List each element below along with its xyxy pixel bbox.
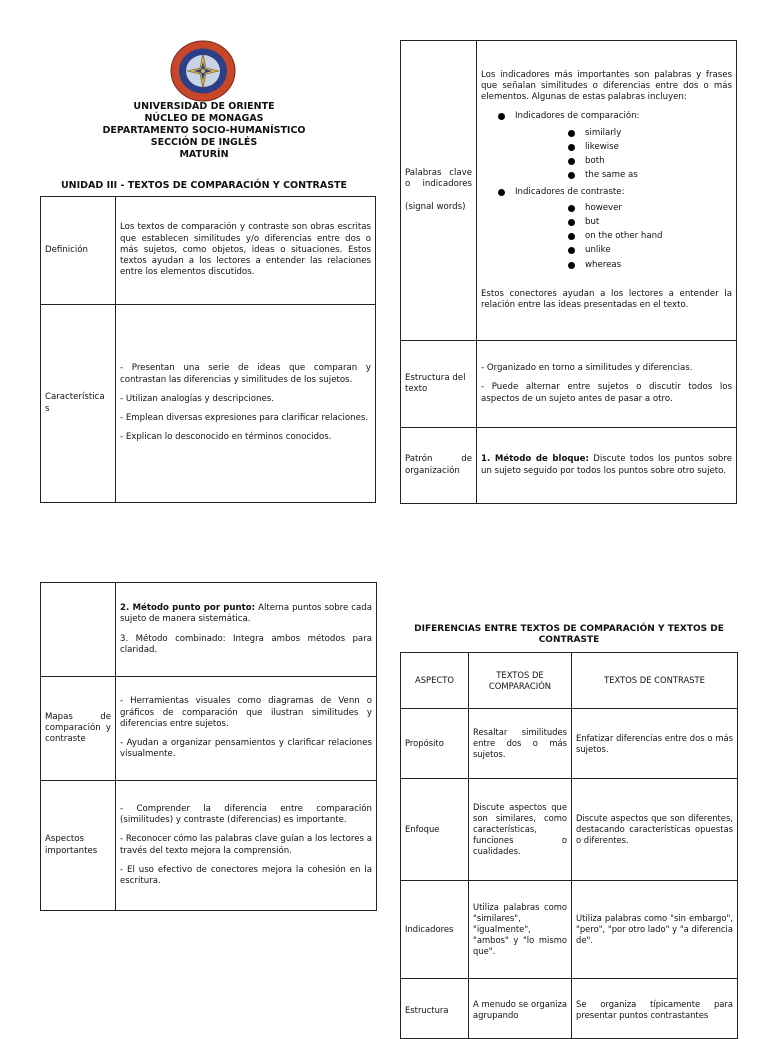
bullet-icon	[498, 189, 505, 196]
list-item: - Organizado en torno a similitudes y diferencias.	[481, 363, 693, 374]
bullet-icon	[498, 113, 505, 120]
differences-table	[400, 652, 738, 1039]
bullet-icon	[568, 247, 575, 254]
table-row	[41, 197, 376, 305]
list-item	[515, 231, 732, 242]
list-item-label: likewise	[585, 141, 619, 152]
bullet-icon	[568, 144, 575, 151]
row-label: Patrón de organización	[401, 428, 477, 504]
header-line: SECCIÓN DE INGLÉS	[150, 137, 258, 148]
list-item	[515, 142, 732, 153]
table-header-row	[401, 653, 738, 709]
list-item	[515, 170, 732, 181]
table-cell: Utiliza palabras como "sin embargo", "pero", "por otro lado" y "a diferencia de".	[572, 881, 738, 979]
list-item	[481, 187, 732, 271]
row-label	[401, 41, 477, 341]
header-line: DEPARTAMENTO SOCIO-HUMANÍSTICO	[102, 125, 306, 136]
table-cell: Resaltar similitudes entre dos o más sujetos.	[469, 709, 572, 779]
comparison-words-list	[515, 128, 732, 182]
list-item: - Presentan una serie de ideas que comparan y contrastan las diferencias y similitudes de los sujetos.	[120, 363, 371, 385]
table-cell: Estructura	[401, 979, 469, 1039]
list-item-label: unlike	[585, 245, 611, 256]
unit-title: UNIDAD III - TEXTOS DE COMPARACIÓN Y CONTRASTE	[60, 180, 348, 191]
list-item-label: both	[585, 156, 605, 167]
header-line: MATURÍN	[179, 149, 229, 160]
list-item-label: Indicadores de comparación:	[515, 111, 640, 122]
list-item-label: the same as	[585, 170, 638, 181]
row-label: Definición	[41, 197, 116, 305]
table-cell: Discute aspectos que son diferentes, destacando características opuestas o diferentes.	[572, 779, 738, 881]
signal-words-table	[400, 40, 737, 504]
list-item-label: similarly	[585, 127, 622, 138]
definition-table	[40, 196, 376, 503]
row-text	[477, 41, 737, 341]
list-item: - Ayudan a organizar pensamientos y clarificar relaciones visualmente.	[120, 738, 372, 760]
row-label: Estructura del texto	[401, 341, 477, 428]
row-label-sub: (signal words)	[405, 202, 466, 213]
outro-text: Estos conectores ayudan a los lectores a entender la relación entre las ideas presentadas en el texto.	[481, 288, 732, 310]
table-row	[401, 779, 738, 881]
table-cell: Enfatizar diferencias entre dos o más sujetos.	[572, 709, 738, 779]
list-item: - Puede alternar entre sujetos o discutir todos los aspectos de un sujeto antes de pasar a otro.	[481, 382, 732, 404]
bullet-icon	[568, 172, 575, 179]
method-text: Discute todos los puntos sobre un sujeto seguido por todos los puntos sobre otro sujeto.	[481, 454, 732, 476]
list-item	[515, 245, 732, 256]
list-item: - Reconocer cómo las palabras clave guían a los lectores a través del texto mejora la comprensión.	[120, 834, 372, 856]
list-item-label: whereas	[585, 259, 622, 270]
row-label	[41, 583, 116, 677]
table-row	[41, 781, 377, 911]
row-text	[116, 583, 377, 677]
contrast-words-list	[515, 203, 732, 271]
bullet-icon	[568, 130, 575, 137]
indicator-list	[481, 111, 732, 270]
method-title: 1. Método de bloque:	[481, 454, 589, 465]
row-text	[116, 305, 376, 503]
list-item	[515, 156, 732, 167]
method-text: Alterna puntos sobre cada sujeto de manera sistemática.	[120, 603, 372, 625]
table-cell: Propósito	[401, 709, 469, 779]
list-item	[515, 203, 732, 214]
table-row	[41, 583, 377, 677]
row-text	[116, 781, 377, 911]
bullet-icon	[568, 233, 575, 240]
table-cell: Se organiza típicamente para presentar puntos contrastantes	[572, 979, 738, 1039]
table-row	[41, 677, 377, 781]
table-row	[401, 341, 737, 428]
row-label: Mapas de comparación y contraste	[41, 677, 116, 781]
list-item: - Utilizan analogías y descripciones.	[120, 393, 275, 404]
table-row	[401, 979, 738, 1039]
row-label: Característica s	[41, 305, 116, 503]
table-row	[401, 428, 737, 504]
bullet-icon	[568, 219, 575, 226]
row-text: Los textos de comparación y contraste son obras escritas que establecen similitudes y/o diferencias entre dos o más sujetos, como objetos, ideas o situaciones. Estos textos ayudan a los lectores a entender las relaciones entre los elementos discutidos.	[116, 197, 376, 305]
list-item	[515, 217, 732, 228]
list-item: - Herramientas visuales como diagramas de Venn o gráficos de comparación que ilustran similitudes y diferencias entre sujetos.	[120, 696, 372, 729]
institution-header	[40, 101, 368, 161]
list-item	[515, 128, 732, 139]
method-text: 3. Método combinado: Integra ambos métodos para claridad.	[120, 633, 372, 655]
column-header: TEXTOS DE CONTRASTE	[572, 653, 738, 709]
list-item: - Comprender la diferencia entre comparación (similitudes) y contraste (diferencias) es importante.	[120, 803, 372, 826]
list-item: - Emplean diversas expresiones para clarificar relaciones.	[120, 413, 369, 424]
column-header: TEXTOS DE COMPARACIÓN	[469, 653, 572, 709]
methods-table	[40, 582, 377, 911]
list-item-label: on the other hand	[585, 231, 663, 242]
table-row	[41, 305, 376, 503]
table-cell: A menudo se organiza agrupando	[469, 979, 572, 1039]
list-item: - Explican lo desconocido en términos conocidos.	[120, 432, 332, 443]
bullet-icon	[568, 158, 575, 165]
list-item-label: however	[585, 202, 622, 213]
row-label: Aspectos importantes	[41, 781, 116, 911]
row-label-text: Palabras clave o indicadores	[405, 167, 472, 189]
list-item	[481, 111, 732, 181]
intro-text: Los indicadores más importantes son palabras y frases que señalan similitudes o diferencias entre dos o más elementos. Algunas de estas palabras incluyen:	[481, 69, 732, 103]
column-header: ASPECTO	[401, 653, 469, 709]
row-text	[116, 677, 377, 781]
bullet-icon	[568, 262, 575, 269]
table-cell: Utiliza palabras como "similares", "igualmente", "ambos" y "lo mismo que".	[469, 881, 572, 979]
method-title: 2. Método punto por punto:	[120, 603, 256, 614]
bullet-icon	[568, 205, 575, 212]
header-line: UNIVERSIDAD DE ORIENTE	[133, 101, 275, 112]
list-item: - El uso efectivo de conectores mejora la cohesión en la escritura.	[120, 864, 372, 886]
header-line: NÚCLEO DE MONAGAS	[144, 113, 264, 124]
list-item-label: Indicadores de contraste:	[515, 186, 625, 197]
table-row	[401, 881, 738, 979]
row-text	[477, 341, 737, 428]
university-seal-logo	[170, 40, 236, 102]
table-row	[401, 41, 737, 341]
list-item	[515, 260, 732, 271]
row-text	[477, 428, 737, 504]
table-row	[401, 709, 738, 779]
differences-title: DIFERENCIAS ENTRE TEXTOS DE COMPARACIÓN Y TEXTOS DE CONTRASTE	[414, 624, 724, 645]
list-item-label: but	[585, 216, 600, 227]
table-cell: Discute aspectos que son similares, como características, funciones o cualidades.	[469, 779, 572, 881]
table-cell: Enfoque	[401, 779, 469, 881]
table-cell: Indicadores	[401, 881, 469, 979]
